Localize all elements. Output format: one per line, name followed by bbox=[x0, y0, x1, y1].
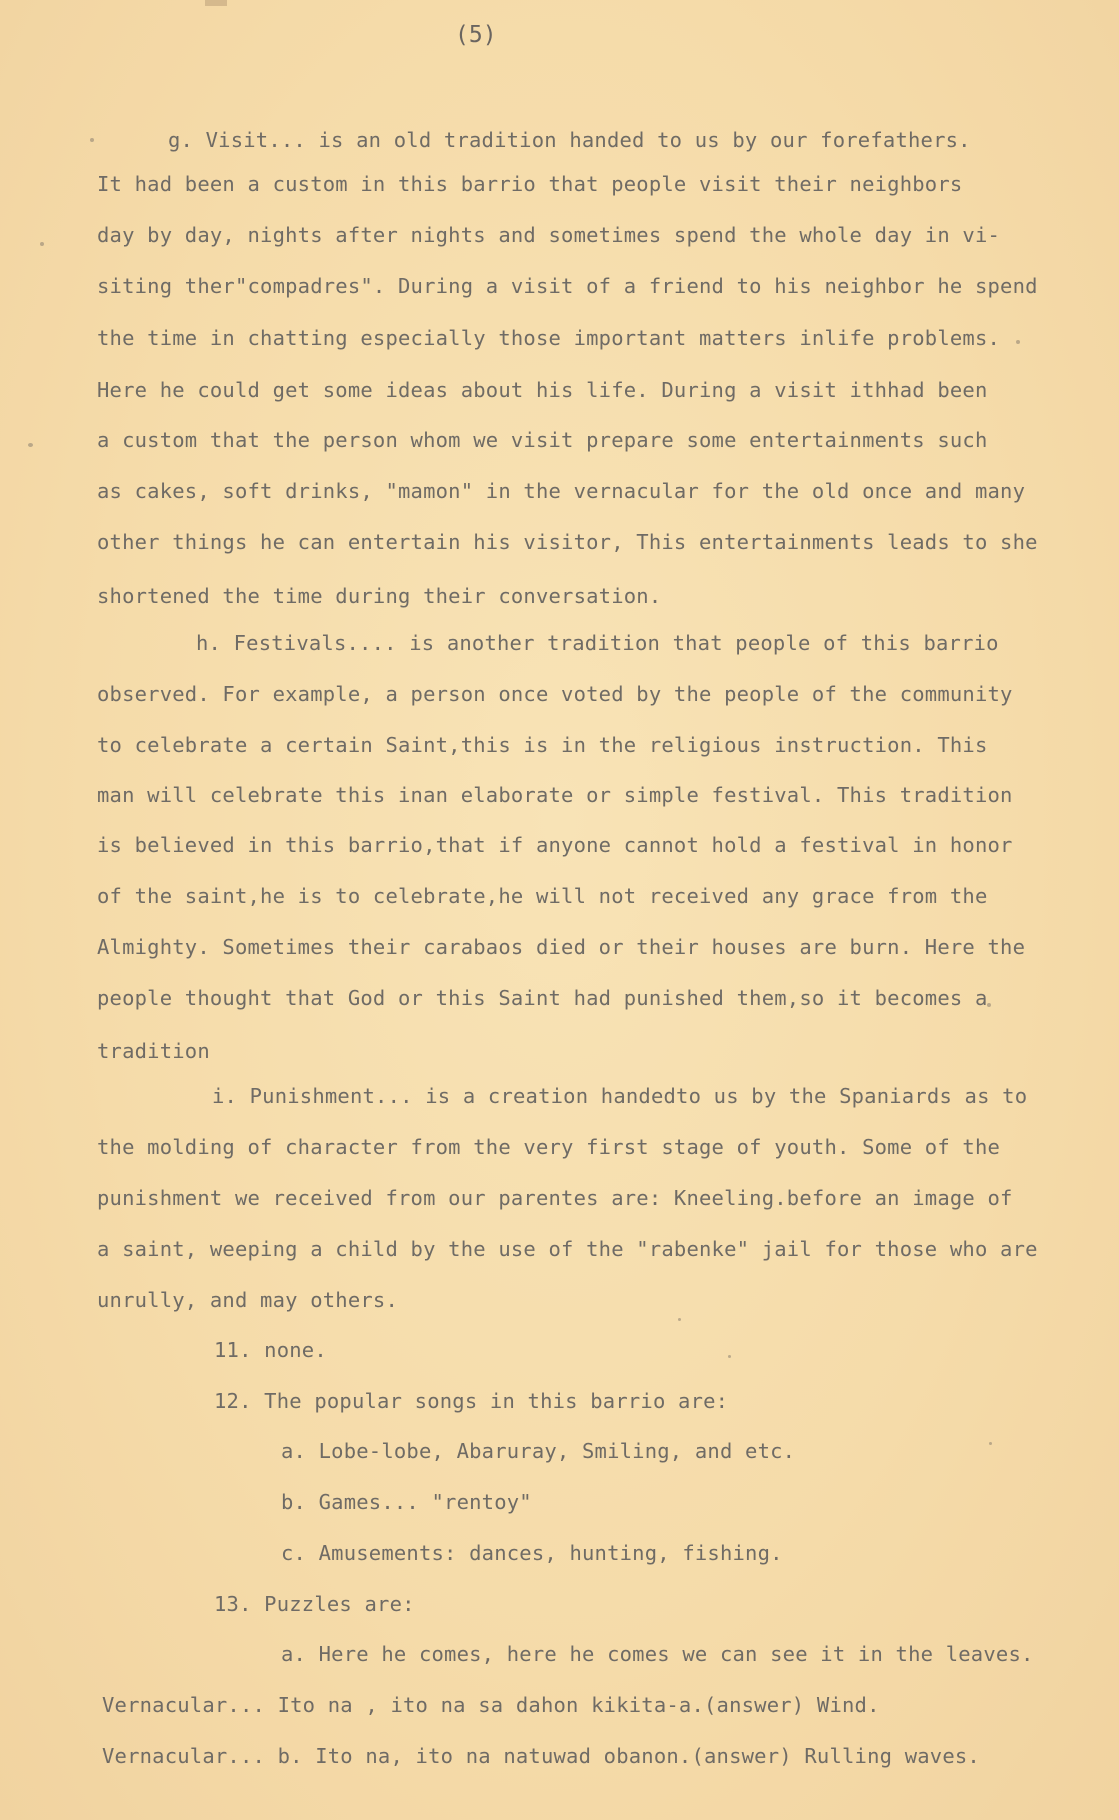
text-line: the time in chatting especially those important matters inlife problems. bbox=[97, 326, 1001, 350]
text-line: man will celebrate this inan elaborate or simple festival. This tradition bbox=[97, 783, 1013, 807]
text-line: punishment we received from our parentes are: Kneeling.before an image of bbox=[97, 1186, 1013, 1210]
text-line: people thought that God or this Saint had punished them,so it becomes a bbox=[97, 986, 988, 1010]
text-line: a. Here he comes, here he comes we can see it in the leaves. bbox=[281, 1642, 1034, 1666]
paper-mark bbox=[205, 0, 227, 6]
text-line: unrully, and may others. bbox=[97, 1288, 399, 1312]
text-line: a custom that the person whom we visit prepare some entertainments such bbox=[97, 428, 988, 452]
text-line: Vernacular... b. Ito na, ito na natuwad obanon.(answer) Rulling waves. bbox=[102, 1744, 980, 1768]
text-line: observed. For example, a person once voted by the people of the community bbox=[97, 682, 1013, 706]
text-line: a saint, weeping a child by the use of the "rabenke" jail for those who are bbox=[97, 1237, 1038, 1261]
text-line: Vernacular... Ito na , ito na sa dahon kikita-a.(answer) Wind. bbox=[102, 1693, 880, 1717]
text-line: is believed in this barrio,that if anyone cannot hold a festival in honor bbox=[97, 833, 1013, 857]
text-line: the molding of character from the very first stage of youth. Some of the bbox=[97, 1135, 1001, 1159]
paper-speck bbox=[90, 138, 94, 142]
text-line: i. Punishment... is a creation handedto us by the Spaniards as to bbox=[212, 1084, 1028, 1108]
paper-speck bbox=[1016, 340, 1020, 344]
text-line: to celebrate a certain Saint,this is in the religious instruction. This bbox=[97, 733, 988, 757]
text-line: Here he could get some ideas about his life. During a visit ithhad been bbox=[97, 378, 988, 402]
text-line: Almighty. Sometimes their carabaos died or their houses are burn. Here the bbox=[97, 935, 1026, 959]
text-line: of the saint,he is to celebrate,he will not received any grace from the bbox=[97, 884, 988, 908]
page-number: (5) bbox=[455, 22, 497, 48]
text-line: b. Games... "rentoy" bbox=[281, 1490, 532, 1514]
text-line: c. Amusements: dances, hunting, fishing. bbox=[281, 1541, 783, 1565]
text-line: siting ther"compadres". During a visit of a friend to his neighbor he spend bbox=[97, 274, 1038, 298]
paper-speck bbox=[40, 242, 44, 246]
paper-speck bbox=[678, 1318, 681, 1321]
paper-speck bbox=[728, 1355, 731, 1358]
text-line: tradition bbox=[97, 1039, 210, 1063]
text-line: 11. none. bbox=[214, 1338, 327, 1362]
text-line: 13. Puzzles are: bbox=[214, 1592, 415, 1616]
paper-speck bbox=[28, 443, 33, 447]
paper-speck bbox=[989, 1442, 992, 1445]
text-line: 12. The popular songs in this barrio are: bbox=[214, 1389, 729, 1413]
text-line: h. Festivals.... is another tradition that people of this barrio bbox=[196, 631, 999, 655]
text-line: g. Visit... is an old tradition handed to us by our forefathers. bbox=[168, 128, 971, 152]
text-line: shortened the time during their conversation. bbox=[97, 584, 662, 608]
paper-speck bbox=[987, 1003, 991, 1007]
text-line: day by day, nights after nights and sometimes spend the whole day in vi- bbox=[97, 223, 1001, 247]
text-line: a. Lobe-lobe, Abaruray, Smiling, and etc. bbox=[281, 1439, 796, 1463]
text-line: as cakes, soft drinks, "mamon" in the vernacular for the old once and many bbox=[97, 479, 1026, 503]
text-line: It had been a custom in this barrio that people visit their neighbors bbox=[97, 172, 963, 196]
text-line: other things he can entertain his visitor, This entertainments leads to she bbox=[97, 530, 1038, 554]
